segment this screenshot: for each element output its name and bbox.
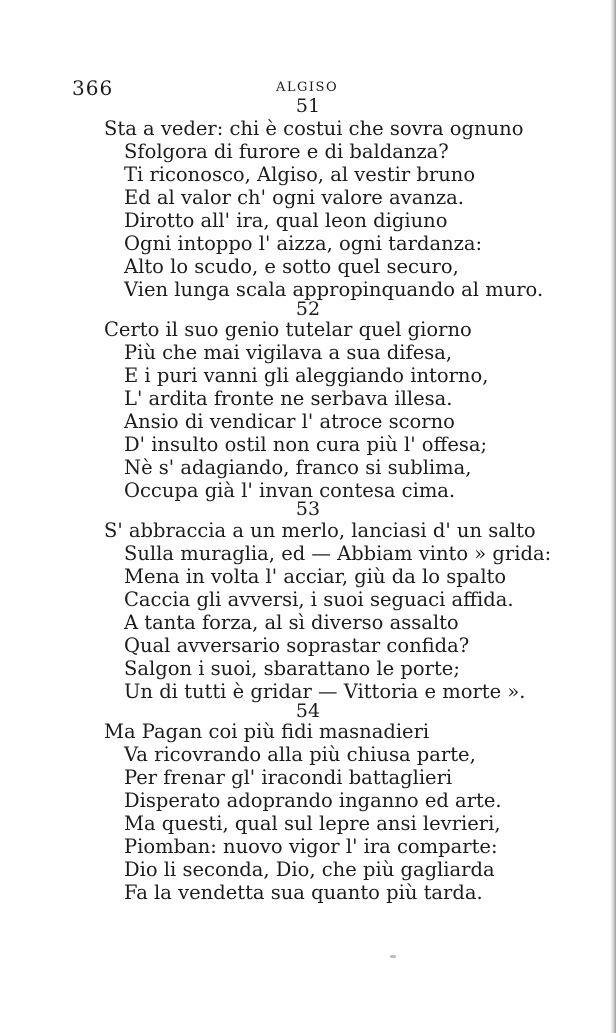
verse-line: E i puri vanni gli aleggiando intorno, — [124, 364, 489, 387]
verse-line: Certo il suo genio tutelar quel giorno — [104, 318, 472, 341]
verse-line: Ma questi, qual sul lepre ansi levrieri, — [124, 812, 501, 835]
verse-line: L' ardita fronte ne serbava illesa. — [124, 387, 453, 410]
verse-line: Vien lunga scala appropinquando al muro. — [124, 278, 544, 301]
verse-line: Dio li seconda, Dio, che più gagliarda — [124, 858, 495, 881]
verse-line: Piomban: nuovo vigor l' ira comparte: — [124, 835, 498, 858]
verse-line: Nè s' adagiando, franco si sublima, — [124, 456, 472, 479]
verse-line: A tanta forza, al sì diverso assalto — [124, 611, 459, 634]
ink-speck — [390, 955, 396, 958]
stanza-number: 53 — [295, 498, 321, 520]
verse-line: Sfolgora di furore e di baldanza? — [124, 140, 449, 163]
verse-line: Un di tutti è gridar — Vittoria e morte ». — [124, 680, 526, 703]
verse-line: Fa la vendetta sua quanto più tarda. — [124, 881, 483, 904]
verse-line: Caccia gli avversi, i suoi seguaci affida. — [124, 588, 514, 611]
page-edge-shadow — [610, 0, 616, 1033]
verse-line: Ogni intoppo l' aizza, ogni tardanza: — [124, 232, 483, 255]
verse-line: Dirotto all' ira, qual leon digiuno — [124, 209, 448, 232]
verse-line: Sta a veder: chi è costui che sovra ognuno — [104, 117, 524, 140]
verse-line: Alto lo scudo, e sotto quel securo, — [124, 255, 459, 278]
verse-line: Sulla muraglia, ed — Abbiam vinto » grida: — [124, 542, 552, 565]
verse-line: Per frenar gl' iracondi battaglieri — [124, 766, 453, 789]
stanza-number: 52 — [295, 298, 321, 320]
verse-line: Ti riconosco, Algiso, al vestir bruno — [124, 163, 476, 186]
verse-line: Va ricovrando alla più chiusa parte, — [124, 743, 476, 766]
stanza-number: 51 — [295, 95, 321, 117]
verse-line: S' abbraccia a un merlo, lanciasi d' un salto — [104, 519, 536, 542]
verse-line: Occupa già l' invan contesa cima. — [124, 479, 456, 502]
stanza-number: 54 — [295, 700, 321, 722]
verse-line: Più che mai vigilava a sua difesa, — [124, 341, 453, 364]
running-title: ALGISO — [276, 80, 339, 95]
verse-line: D' insulto ostil non cura più l' offesa; — [124, 433, 488, 456]
verse-line: Ed al valor ch' ogni valore avanza. — [124, 186, 464, 209]
verse-line: Qual avversario soprastar confida? — [124, 634, 470, 657]
verse-line: Disperato adoprando inganno ed arte. — [124, 789, 502, 812]
verse-line: Mena in volta l' acciar, giù da lo spalto — [124, 565, 507, 588]
page-number: 366 — [72, 76, 114, 100]
verse-line: Ma Pagan coi più fidi masnadieri — [104, 720, 430, 743]
verse-line: Ansio di vendicar l' atroce scorno — [124, 410, 455, 433]
verse-line: Salgon i suoi, sbarattano le porte; — [124, 657, 460, 680]
